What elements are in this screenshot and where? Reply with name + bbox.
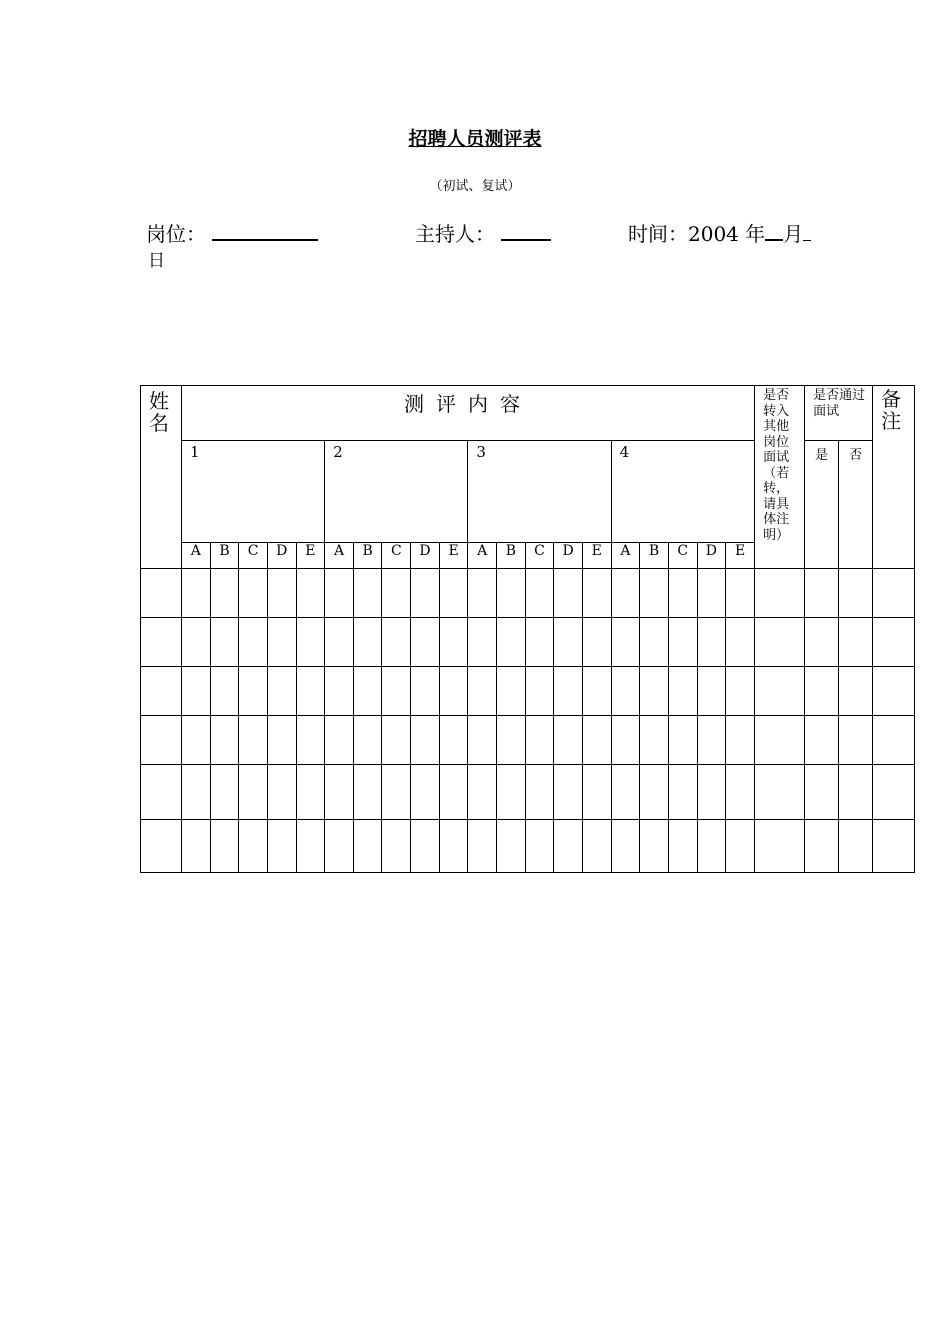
transfer-header: 是否转入其他岗位面试（若转，请具体注明）: [755, 386, 805, 569]
entry-cell[interactable]: [267, 765, 296, 820]
grade-letter: B: [640, 543, 669, 569]
entry-cell[interactable]: [640, 667, 669, 716]
entry-cell[interactable]: [239, 569, 268, 618]
entry-cell[interactable]: [497, 716, 526, 765]
entry-cell[interactable]: [382, 820, 411, 873]
grade-letter: B: [353, 543, 382, 569]
entry-cell[interactable]: [497, 820, 526, 873]
entry-cell[interactable]: [582, 820, 611, 873]
entry-cell[interactable]: [141, 618, 182, 667]
entry-cell[interactable]: [668, 765, 697, 820]
entry-cell[interactable]: [210, 618, 239, 667]
entry-cell[interactable]: [640, 618, 669, 667]
group-number: 2: [325, 441, 468, 543]
entry-cell[interactable]: [439, 569, 468, 618]
entry-cell[interactable]: [554, 716, 583, 765]
entry-cell[interactable]: [839, 667, 873, 716]
entry-cell[interactable]: [239, 618, 268, 667]
entry-cell[interactable]: [582, 569, 611, 618]
grade-letter: A: [611, 543, 640, 569]
entry-cell[interactable]: [873, 569, 915, 618]
entry-cell[interactable]: [755, 820, 805, 873]
entry-cell[interactable]: [411, 820, 440, 873]
entry-cell[interactable]: [805, 716, 839, 765]
entry-cell[interactable]: [182, 820, 211, 873]
entry-cell[interactable]: [141, 667, 182, 716]
entry-cell[interactable]: [525, 569, 554, 618]
entry-cell[interactable]: [755, 569, 805, 618]
entry-cell[interactable]: [210, 667, 239, 716]
entry-cell[interactable]: [554, 765, 583, 820]
pass-header: 是否通过面试: [805, 386, 873, 441]
entry-cell[interactable]: [726, 667, 755, 716]
entry-cell[interactable]: [325, 569, 354, 618]
entry-cell[interactable]: [726, 716, 755, 765]
entry-cell[interactable]: [239, 765, 268, 820]
entry-cell[interactable]: [210, 820, 239, 873]
grade-letter: A: [182, 543, 211, 569]
entry-cell[interactable]: [141, 765, 182, 820]
year-unit: 年: [745, 222, 766, 246]
entry-cell[interactable]: [640, 765, 669, 820]
entry-cell[interactable]: [668, 569, 697, 618]
host-label: 主持人：: [415, 222, 495, 246]
entry-cell[interactable]: [873, 667, 915, 716]
entry-cell[interactable]: [726, 765, 755, 820]
entry-cell[interactable]: [755, 667, 805, 716]
entry-cell[interactable]: [640, 569, 669, 618]
grade-letter: C: [239, 543, 268, 569]
entry-cell[interactable]: [296, 820, 325, 873]
entry-cell[interactable]: [668, 820, 697, 873]
entry-cell[interactable]: [239, 667, 268, 716]
group-number: 3: [468, 441, 611, 543]
day-blank[interactable]: [803, 220, 811, 241]
entry-cell[interactable]: [525, 618, 554, 667]
table-row: [141, 765, 915, 820]
table-row: [141, 716, 915, 765]
grade-letter: D: [267, 543, 296, 569]
entry-cell[interactable]: [382, 618, 411, 667]
entry-cell[interactable]: [439, 618, 468, 667]
entry-cell[interactable]: [697, 820, 726, 873]
entry-cell[interactable]: [668, 667, 697, 716]
grade-letter: B: [497, 543, 526, 569]
evaluation-table: [140, 385, 915, 873]
entry-cell[interactable]: [697, 618, 726, 667]
entry-cell[interactable]: [382, 667, 411, 716]
entry-cell[interactable]: [805, 667, 839, 716]
entry-cell[interactable]: [296, 667, 325, 716]
entry-cell[interactable]: [353, 716, 382, 765]
grade-letter: C: [668, 543, 697, 569]
entry-cell[interactable]: [873, 716, 915, 765]
time-field: [628, 218, 811, 247]
entry-cell[interactable]: [325, 716, 354, 765]
entry-cell[interactable]: [468, 569, 497, 618]
entry-cell[interactable]: [611, 820, 640, 873]
host-field: [415, 218, 551, 247]
entry-cell[interactable]: [382, 716, 411, 765]
entry-cell[interactable]: [182, 716, 211, 765]
entry-cell[interactable]: [439, 716, 468, 765]
entry-cell[interactable]: [210, 765, 239, 820]
pass-yes-header: 是: [805, 441, 839, 569]
entry-cell[interactable]: [182, 618, 211, 667]
entry-cell[interactable]: [439, 820, 468, 873]
entry-cell[interactable]: [697, 716, 726, 765]
entry-cell[interactable]: [839, 618, 873, 667]
entry-cell[interactable]: [439, 765, 468, 820]
entry-cell[interactable]: [805, 618, 839, 667]
entry-cell[interactable]: [296, 765, 325, 820]
entry-cell[interactable]: [267, 569, 296, 618]
entry-cell[interactable]: [554, 667, 583, 716]
entry-cell[interactable]: [611, 618, 640, 667]
entry-cell[interactable]: [839, 569, 873, 618]
table-row: [141, 667, 915, 716]
entry-cell[interactable]: [267, 820, 296, 873]
entry-cell[interactable]: [325, 618, 354, 667]
entry-cell[interactable]: [554, 820, 583, 873]
entry-cell[interactable]: [325, 820, 354, 873]
entry-cell[interactable]: [839, 765, 873, 820]
entry-cell[interactable]: [839, 716, 873, 765]
entry-cell[interactable]: [239, 716, 268, 765]
entry-cell[interactable]: [611, 667, 640, 716]
entry-cell[interactable]: [497, 618, 526, 667]
entry-cell[interactable]: [582, 716, 611, 765]
entry-cell[interactable]: [239, 820, 268, 873]
entry-cell[interactable]: [611, 716, 640, 765]
entry-cell[interactable]: [805, 765, 839, 820]
entry-cell[interactable]: [726, 820, 755, 873]
entry-cell[interactable]: [497, 667, 526, 716]
remark-header: 备注: [873, 386, 915, 569]
entry-cell[interactable]: [141, 569, 182, 618]
entry-cell[interactable]: [640, 820, 669, 873]
entry-cell[interactable]: [382, 569, 411, 618]
entry-cell[interactable]: [582, 618, 611, 667]
position-label: 岗位：: [146, 222, 206, 246]
entry-cell[interactable]: [182, 569, 211, 618]
entry-cell[interactable]: [411, 618, 440, 667]
page-title: 招聘人员测评表: [408, 128, 542, 150]
entry-cell[interactable]: [353, 820, 382, 873]
grade-letter: A: [468, 543, 497, 569]
grade-letter: C: [382, 543, 411, 569]
entry-cell[interactable]: [141, 716, 182, 765]
year-value: 2004: [688, 222, 739, 246]
position-field: [146, 218, 318, 247]
entry-cell[interactable]: [296, 618, 325, 667]
entry-cell[interactable]: [668, 618, 697, 667]
entry-cell[interactable]: [411, 765, 440, 820]
entry-cell[interactable]: [525, 820, 554, 873]
entry-cell[interactable]: [141, 820, 182, 873]
entry-cell[interactable]: [267, 716, 296, 765]
entry-cell[interactable]: [697, 569, 726, 618]
entry-cell[interactable]: [525, 716, 554, 765]
entry-cell[interactable]: [611, 569, 640, 618]
entry-cell[interactable]: [873, 820, 915, 873]
grade-letter: E: [296, 543, 325, 569]
entry-cell[interactable]: [525, 667, 554, 716]
page-subtitle: （初试、复试）: [429, 179, 521, 194]
entry-cell[interactable]: [411, 716, 440, 765]
grade-letter: E: [439, 543, 468, 569]
table-row: [141, 618, 915, 667]
entry-cell[interactable]: [697, 765, 726, 820]
entry-cell[interactable]: [873, 618, 915, 667]
table-row: [141, 569, 915, 618]
entry-cell[interactable]: [697, 667, 726, 716]
entry-cell[interactable]: [468, 716, 497, 765]
grade-letter: A: [325, 543, 354, 569]
entry-cell[interactable]: [554, 618, 583, 667]
pass-no-header: 否: [839, 441, 873, 569]
entry-cell[interactable]: [267, 667, 296, 716]
content-header: 测评内容: [182, 386, 755, 441]
grade-letter: D: [697, 543, 726, 569]
group-number: 1: [182, 441, 325, 543]
entry-cell[interactable]: [382, 765, 411, 820]
entry-cell[interactable]: [353, 618, 382, 667]
entry-cell[interactable]: [325, 667, 354, 716]
grade-letter: C: [525, 543, 554, 569]
entry-cell[interactable]: [582, 667, 611, 716]
entry-cell[interactable]: [468, 820, 497, 873]
grade-letter: E: [582, 543, 611, 569]
entry-cell[interactable]: [439, 667, 468, 716]
entry-cell[interactable]: [755, 716, 805, 765]
entry-cell[interactable]: [805, 820, 839, 873]
entry-cell[interactable]: [873, 765, 915, 820]
entry-cell[interactable]: [668, 716, 697, 765]
month-unit: 月: [783, 222, 804, 246]
group-number: 4: [611, 441, 754, 543]
entry-cell[interactable]: [726, 618, 755, 667]
entry-cell[interactable]: [582, 765, 611, 820]
entry-cell[interactable]: [611, 765, 640, 820]
grade-letter: B: [210, 543, 239, 569]
entry-cell[interactable]: [182, 765, 211, 820]
entry-cell[interactable]: [554, 569, 583, 618]
entry-cell[interactable]: [468, 618, 497, 667]
entry-cell[interactable]: [267, 618, 296, 667]
entry-cell[interactable]: [353, 569, 382, 618]
entry-cell[interactable]: [353, 667, 382, 716]
grade-letter: E: [726, 543, 755, 569]
entry-cell[interactable]: [353, 765, 382, 820]
entry-cell[interactable]: [411, 667, 440, 716]
table-row: [141, 820, 915, 873]
entry-cell[interactable]: [325, 765, 354, 820]
name-header: 姓名: [141, 386, 182, 569]
time-label: 时间：: [628, 222, 688, 246]
entry-cell[interactable]: [525, 765, 554, 820]
entry-cell[interactable]: [839, 820, 873, 873]
month-blank[interactable]: [765, 219, 783, 241]
entry-cell[interactable]: [296, 569, 325, 618]
entry-cell[interactable]: [497, 569, 526, 618]
entry-cell[interactable]: [755, 618, 805, 667]
grade-letter: D: [554, 543, 583, 569]
entry-cell[interactable]: [755, 765, 805, 820]
grade-letter: D: [411, 543, 440, 569]
entry-cell[interactable]: [726, 569, 755, 618]
entry-cell[interactable]: [640, 716, 669, 765]
entry-cell[interactable]: [182, 667, 211, 716]
entry-cell[interactable]: [468, 667, 497, 716]
host-blank[interactable]: [501, 219, 551, 241]
position-blank[interactable]: [212, 219, 318, 241]
entry-cell[interactable]: [497, 765, 526, 820]
entry-cell[interactable]: [210, 716, 239, 765]
day-unit: 日: [148, 251, 165, 271]
entry-cell[interactable]: [210, 569, 239, 618]
entry-cell[interactable]: [468, 765, 497, 820]
entry-cell[interactable]: [805, 569, 839, 618]
entry-cell[interactable]: [296, 716, 325, 765]
entry-cell[interactable]: [411, 569, 440, 618]
